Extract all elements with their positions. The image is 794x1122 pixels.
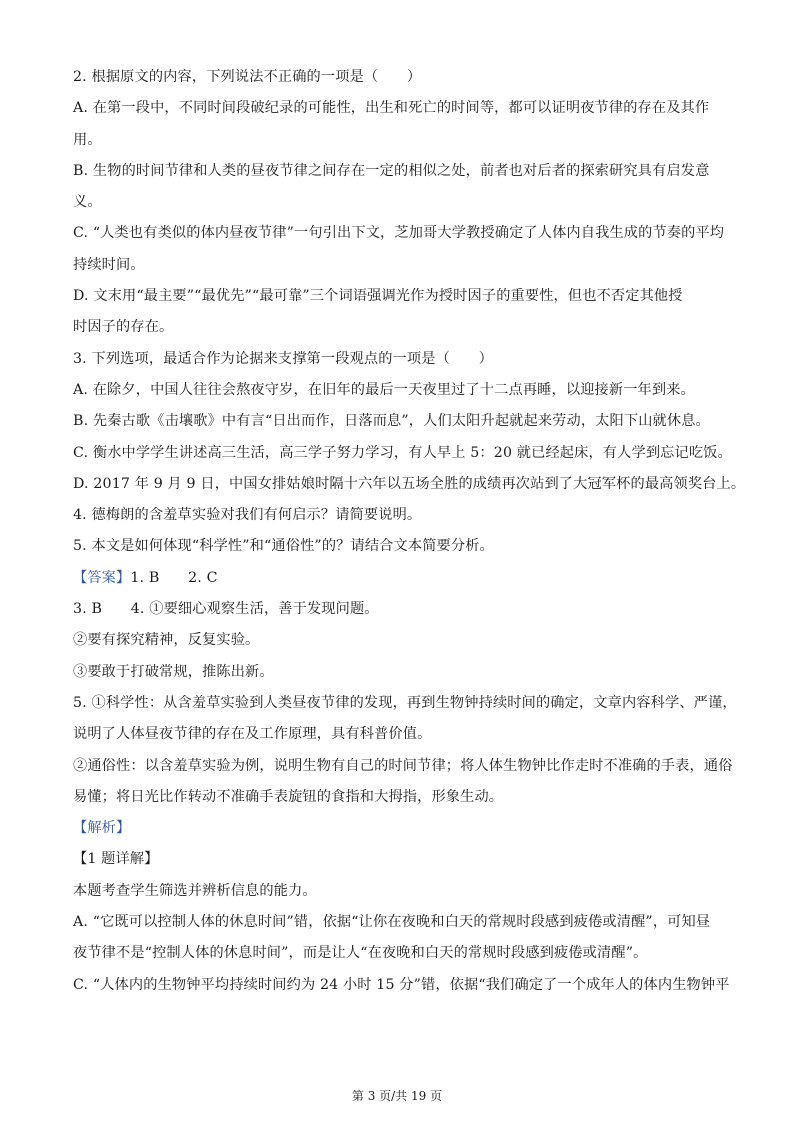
text-line — [73, 93, 723, 124]
line-text: 5. ①科学性：从含羞草实验到人类昼夜节律的发现，再到生物钟持续时间的确定，文章内容科学、严谨， — [73, 694, 737, 711]
line-text: D. 2017 年 9 月 9 日，中国女排姑娘时隔十六年以五场全胜的成绩再次站到了大冠军杯的最高领奖台上。 — [73, 475, 746, 492]
line-text: D. 文末用“最主要”“最优先”“最可靠”三个词语强调光作为授时因子的重要性，但也不否定其他授 — [73, 288, 683, 305]
line-text: ③要敢于打破常规，推陈出新。 — [73, 663, 274, 680]
line-text: 1. B 2. C — [130, 569, 218, 586]
text-line — [73, 62, 723, 93]
section-label: 【答案】 — [73, 569, 131, 586]
line-text: ②要有探究精神，反复实验。 — [73, 632, 260, 649]
line-text: 5. 本文是如何体现“科学性”和“通俗性”的？请结合文本简要分析。 — [73, 538, 494, 555]
text-line — [73, 406, 723, 437]
text-line — [73, 187, 723, 218]
line-text: 义。 — [73, 194, 102, 211]
line-text: 3. B 4. ①要细心观察生活，善于发现问题。 — [73, 601, 379, 618]
line-text: 时因子的存在。 — [73, 319, 174, 336]
text-line — [73, 719, 723, 750]
line-text: ②通俗性：以含羞草实验为例，说明生物有自己的时间节律；将人体生物钟比作走时不准确的手表，通俗 — [73, 757, 733, 774]
line-text: 3. 下列选项，最适合作为论据来支撑第一段观点的一项是（ ） — [73, 350, 493, 367]
page-footer: 第 3 页/共 19 页 — [351, 1089, 443, 1103]
line-text: 易懂；将日光比作转动不准确手表旋钮的食指和大拇指，形象生动。 — [73, 788, 504, 805]
text-line — [73, 250, 723, 281]
text-line — [73, 938, 723, 969]
line-text: A. 在第一段中，不同时间段破纪录的可能性，出生和死亡的时间等，都可以证明夜节律的存在及其作 — [73, 100, 710, 117]
text-line — [73, 375, 723, 406]
text-line — [73, 625, 723, 656]
line-text: 说明了人体昼夜节律的存在及工作原理，具有科普价值。 — [73, 726, 432, 743]
line-text: C. “人体内的生物钟平均持续时间约为 24 小时 15 分”错，依据“我们确定了一个成年人的体内生物钟平 — [73, 976, 730, 993]
section-label: 【解析】 — [73, 820, 131, 837]
line-text: A. 在除夕，中国人往往会熬夜守岁，在旧年的最后一天夜里过了十二点再睡，以迎接新一年到来。 — [73, 381, 695, 398]
text-line — [73, 281, 723, 312]
text-line — [73, 907, 723, 938]
text-line — [73, 312, 723, 343]
document-body — [73, 62, 746, 1001]
line-text: C. “人类也有类似的体内昼夜节律”一句引出下文，芝加哥大学教授确定了人体内自我生成的节奏的平均 — [73, 225, 725, 242]
text-line — [73, 344, 723, 375]
text-line — [73, 156, 723, 187]
text-line — [73, 438, 732, 469]
line-text: 用。 — [73, 131, 102, 148]
line-text: A. “它既可以控制人体的休息时间”错，依据“让你在夜晚和白天的常规时段感到疲倦或清醒”，可知昼 — [73, 914, 711, 931]
text-line — [73, 813, 723, 844]
line-text: 4. 德梅朗的含羞草实验对我们有何启示？请简要说明。 — [73, 507, 422, 524]
text-line — [73, 970, 730, 1001]
text-line — [73, 218, 723, 249]
line-text: B. 生物的时间节律和人类的昼夜节律之间存在一定的相似之处，前者也对后者的探索研究具有启发意 — [73, 162, 710, 179]
text-line — [73, 563, 723, 594]
text-line — [73, 500, 723, 531]
text-line — [73, 782, 723, 813]
line-text: 持续时间。 — [73, 256, 145, 273]
text-line — [73, 844, 723, 875]
line-text: 本题考查学生筛选并辨析信息的能力。 — [73, 882, 317, 899]
line-text: 2. 根据原文的内容，下列说法不正确的一项是（ ） — [73, 69, 422, 85]
text-line — [73, 531, 723, 562]
line-text: 【1 题详解】 — [73, 851, 159, 868]
text-line — [73, 125, 723, 156]
text-line — [73, 876, 723, 907]
line-text: 夜节律不是“控制人体的休息时间”，而是让人“在夜晚和白天的常规时段感到疲倦或清醒”。 — [73, 945, 648, 962]
text-line — [73, 657, 723, 688]
line-text: C. 衡水中学学生讲述高三生活，高三学子努力学习，有人早上 5：20 就已经起床，有人学到忘记吃饭。 — [73, 444, 732, 461]
text-line — [73, 688, 737, 719]
text-line — [73, 751, 733, 782]
line-text: B. 先秦古歌《击壤歌》中有言“日出而作，日落而息”，人们太阳升起就起来劳动，太阳下山就休息。 — [73, 413, 710, 430]
text-line — [73, 469, 746, 500]
text-line — [73, 594, 723, 625]
